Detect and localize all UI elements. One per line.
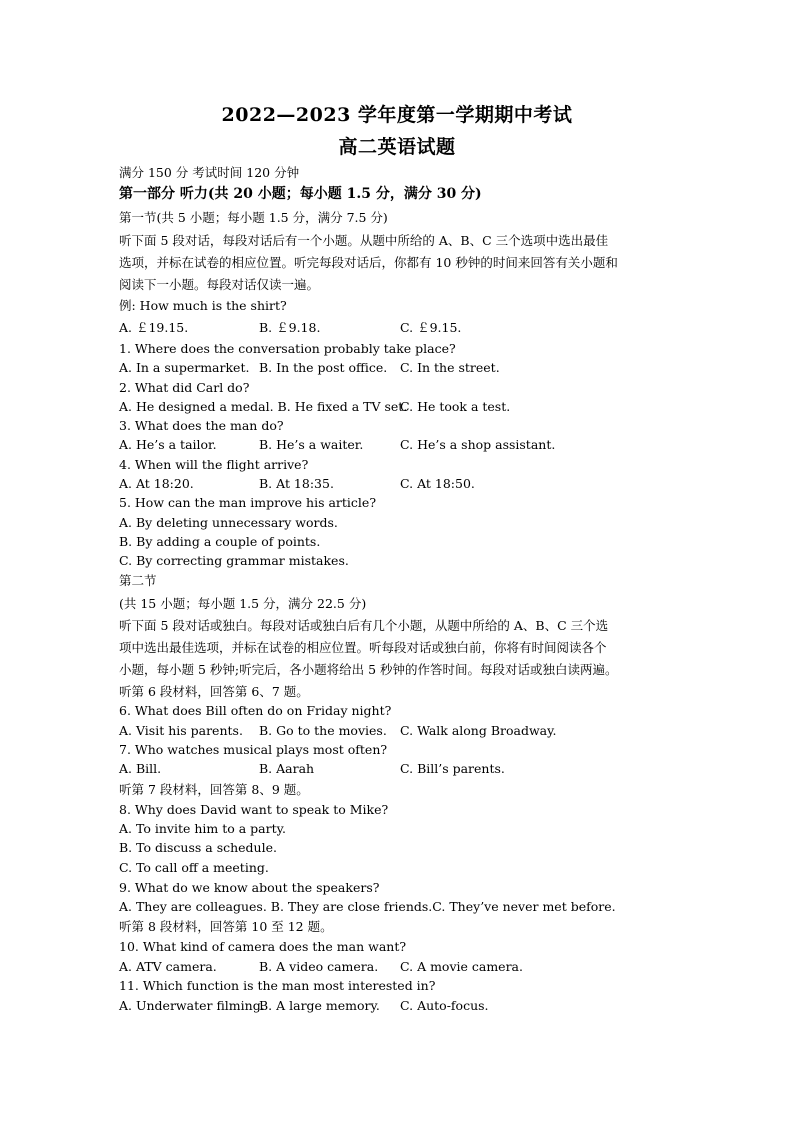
q8-option-c: C. To call off a meeting. — [119, 860, 269, 875]
question-7: 7. Who watches musical plays most often? — [119, 742, 388, 757]
q3-option-b: B. He’s a waiter. — [259, 437, 364, 452]
section2-instruction-line: 项中选出最佳选项，并标在试卷的相应位置。听每段对话或独白前，你将有时间阅读各个 — [119, 640, 607, 655]
q7-option-b: B. Aarah — [259, 761, 315, 776]
q2-option-ab: A. He designed a medal. B. He fixed a TV set. — [119, 399, 408, 414]
section1-instruction-line: 阅读下一小题。每段对话仅读一遍。 — [119, 277, 320, 292]
q4-option-c: C. At 18:50. — [400, 476, 475, 491]
q3-option-c: C. He’s a shop assistant. — [400, 437, 556, 452]
question-2: 2. What did Carl do? — [119, 380, 250, 395]
q4-option-b: B. At 18:35. — [259, 476, 334, 491]
question-4: 4. When will the flight arrive? — [119, 457, 309, 472]
q8-option-a: A. To invite him to a party. — [119, 821, 286, 836]
question-6: 6. What does Bill often do on Friday night? — [119, 703, 392, 718]
q5-option-b: B. By adding a couple of points. — [119, 534, 321, 549]
section2-subheading: (共 15 小题；每小题 1.5 分，满分 22.5 分) — [119, 596, 367, 611]
q6-option-a: A. Visit his parents. — [119, 723, 243, 738]
exam-title: 2022—2023 学年度第一学期期中考试 — [221, 104, 573, 126]
question-3: 3. What does the man do? — [119, 418, 284, 433]
material-8-heading: 听第 8 段材料，回答第 10 至 12 题。 — [119, 919, 333, 934]
q7-option-a: A. Bill. — [119, 761, 162, 776]
exam-info: 满分 150 分 考试时间 120 分钟 — [119, 165, 300, 180]
section2-instruction-line: 小题，每小题 5 秒钟;听完后，各小题将给出 5 秒钟的作答时间。每段对话或独白读两遍。 — [119, 662, 618, 677]
q6-option-c: C. Walk along Broadway. — [400, 723, 557, 738]
q1-option-b: B. In the post office. — [259, 360, 388, 375]
section1-instruction-line: 听下面 5 段对话，每段对话后有一个小题。从题中所给的 A、B、C 三个选项中选出最佳 — [119, 233, 609, 248]
exam-subtitle: 高二英语试题 — [338, 136, 456, 158]
material-6-heading: 听第 6 段材料，回答第 6、7 题。 — [119, 684, 309, 699]
q8-option-b: B. To discuss a schedule. — [119, 840, 277, 855]
q11-option-c: C. Auto-focus. — [400, 998, 489, 1013]
q10-option-a: A. ATV camera. — [119, 959, 217, 974]
section2-heading: 第二节 — [119, 573, 157, 588]
q10-option-c: C. A movie camera. — [400, 959, 523, 974]
q9-options: A. They are colleagues. B. They are close friends.C. They’ve never met before. — [119, 899, 616, 914]
example-option-c: C. ￡9.15. — [400, 320, 462, 335]
question-11: 11. Which function is the man most interested in? — [119, 978, 436, 993]
question-9: 9. What do we know about the speakers? — [119, 880, 380, 895]
q2-option-c: C. He took a test. — [400, 399, 511, 414]
q1-option-a: A. In a supermarket. — [119, 360, 250, 375]
example-option-b: B. ￡9.18. — [259, 320, 321, 335]
q3-option-a: A. He’s a tailor. — [119, 437, 217, 452]
section1-instruction-line: 选项，并标在试卷的相应位置。听完每段对话后，你都有 10 秒钟的时间来回答有关小题和 — [119, 255, 618, 270]
q10-option-b: B. A video camera. — [259, 959, 379, 974]
part1-heading: 第一部分 听力(共 20 小题；每小题 1.5 分，满分 30 分) — [119, 186, 482, 202]
q7-option-c: C. Bill’s parents. — [400, 761, 505, 776]
q4-option-a: A. At 18:20. — [119, 476, 194, 491]
section2-instruction-line: 听下面 5 段对话或独白。每段对话或独白后有几个小题，从题中所给的 A、B、C 三个选 — [119, 618, 609, 633]
material-7-heading: 听第 7 段材料，回答第 8、9 题。 — [119, 782, 309, 797]
question-10: 10. What kind of camera does the man want? — [119, 939, 407, 954]
question-1: 1. Where does the conversation probably take place? — [119, 341, 456, 356]
example-option-a: A. ￡19.15. — [119, 320, 189, 335]
q1-option-c: C. In the street. — [400, 360, 500, 375]
question-8: 8. Why does David want to speak to Mike? — [119, 802, 389, 817]
question-5: 5. How can the man improve his article? — [119, 495, 377, 510]
q5-option-c: C. By correcting grammar mistakes. — [119, 553, 349, 568]
q11-option-b: B. A large memory. — [259, 998, 380, 1013]
q11-option-a: A. Underwater filming. — [119, 998, 265, 1013]
q6-option-b: B. Go to the movies. — [259, 723, 387, 738]
section1-heading: 第一节(共 5 小题；每小题 1.5 分，满分 7.5 分) — [119, 210, 388, 225]
q5-option-a: A. By deleting unnecessary words. — [119, 515, 338, 530]
example-question: 例: How much is the shirt? — [119, 298, 287, 313]
